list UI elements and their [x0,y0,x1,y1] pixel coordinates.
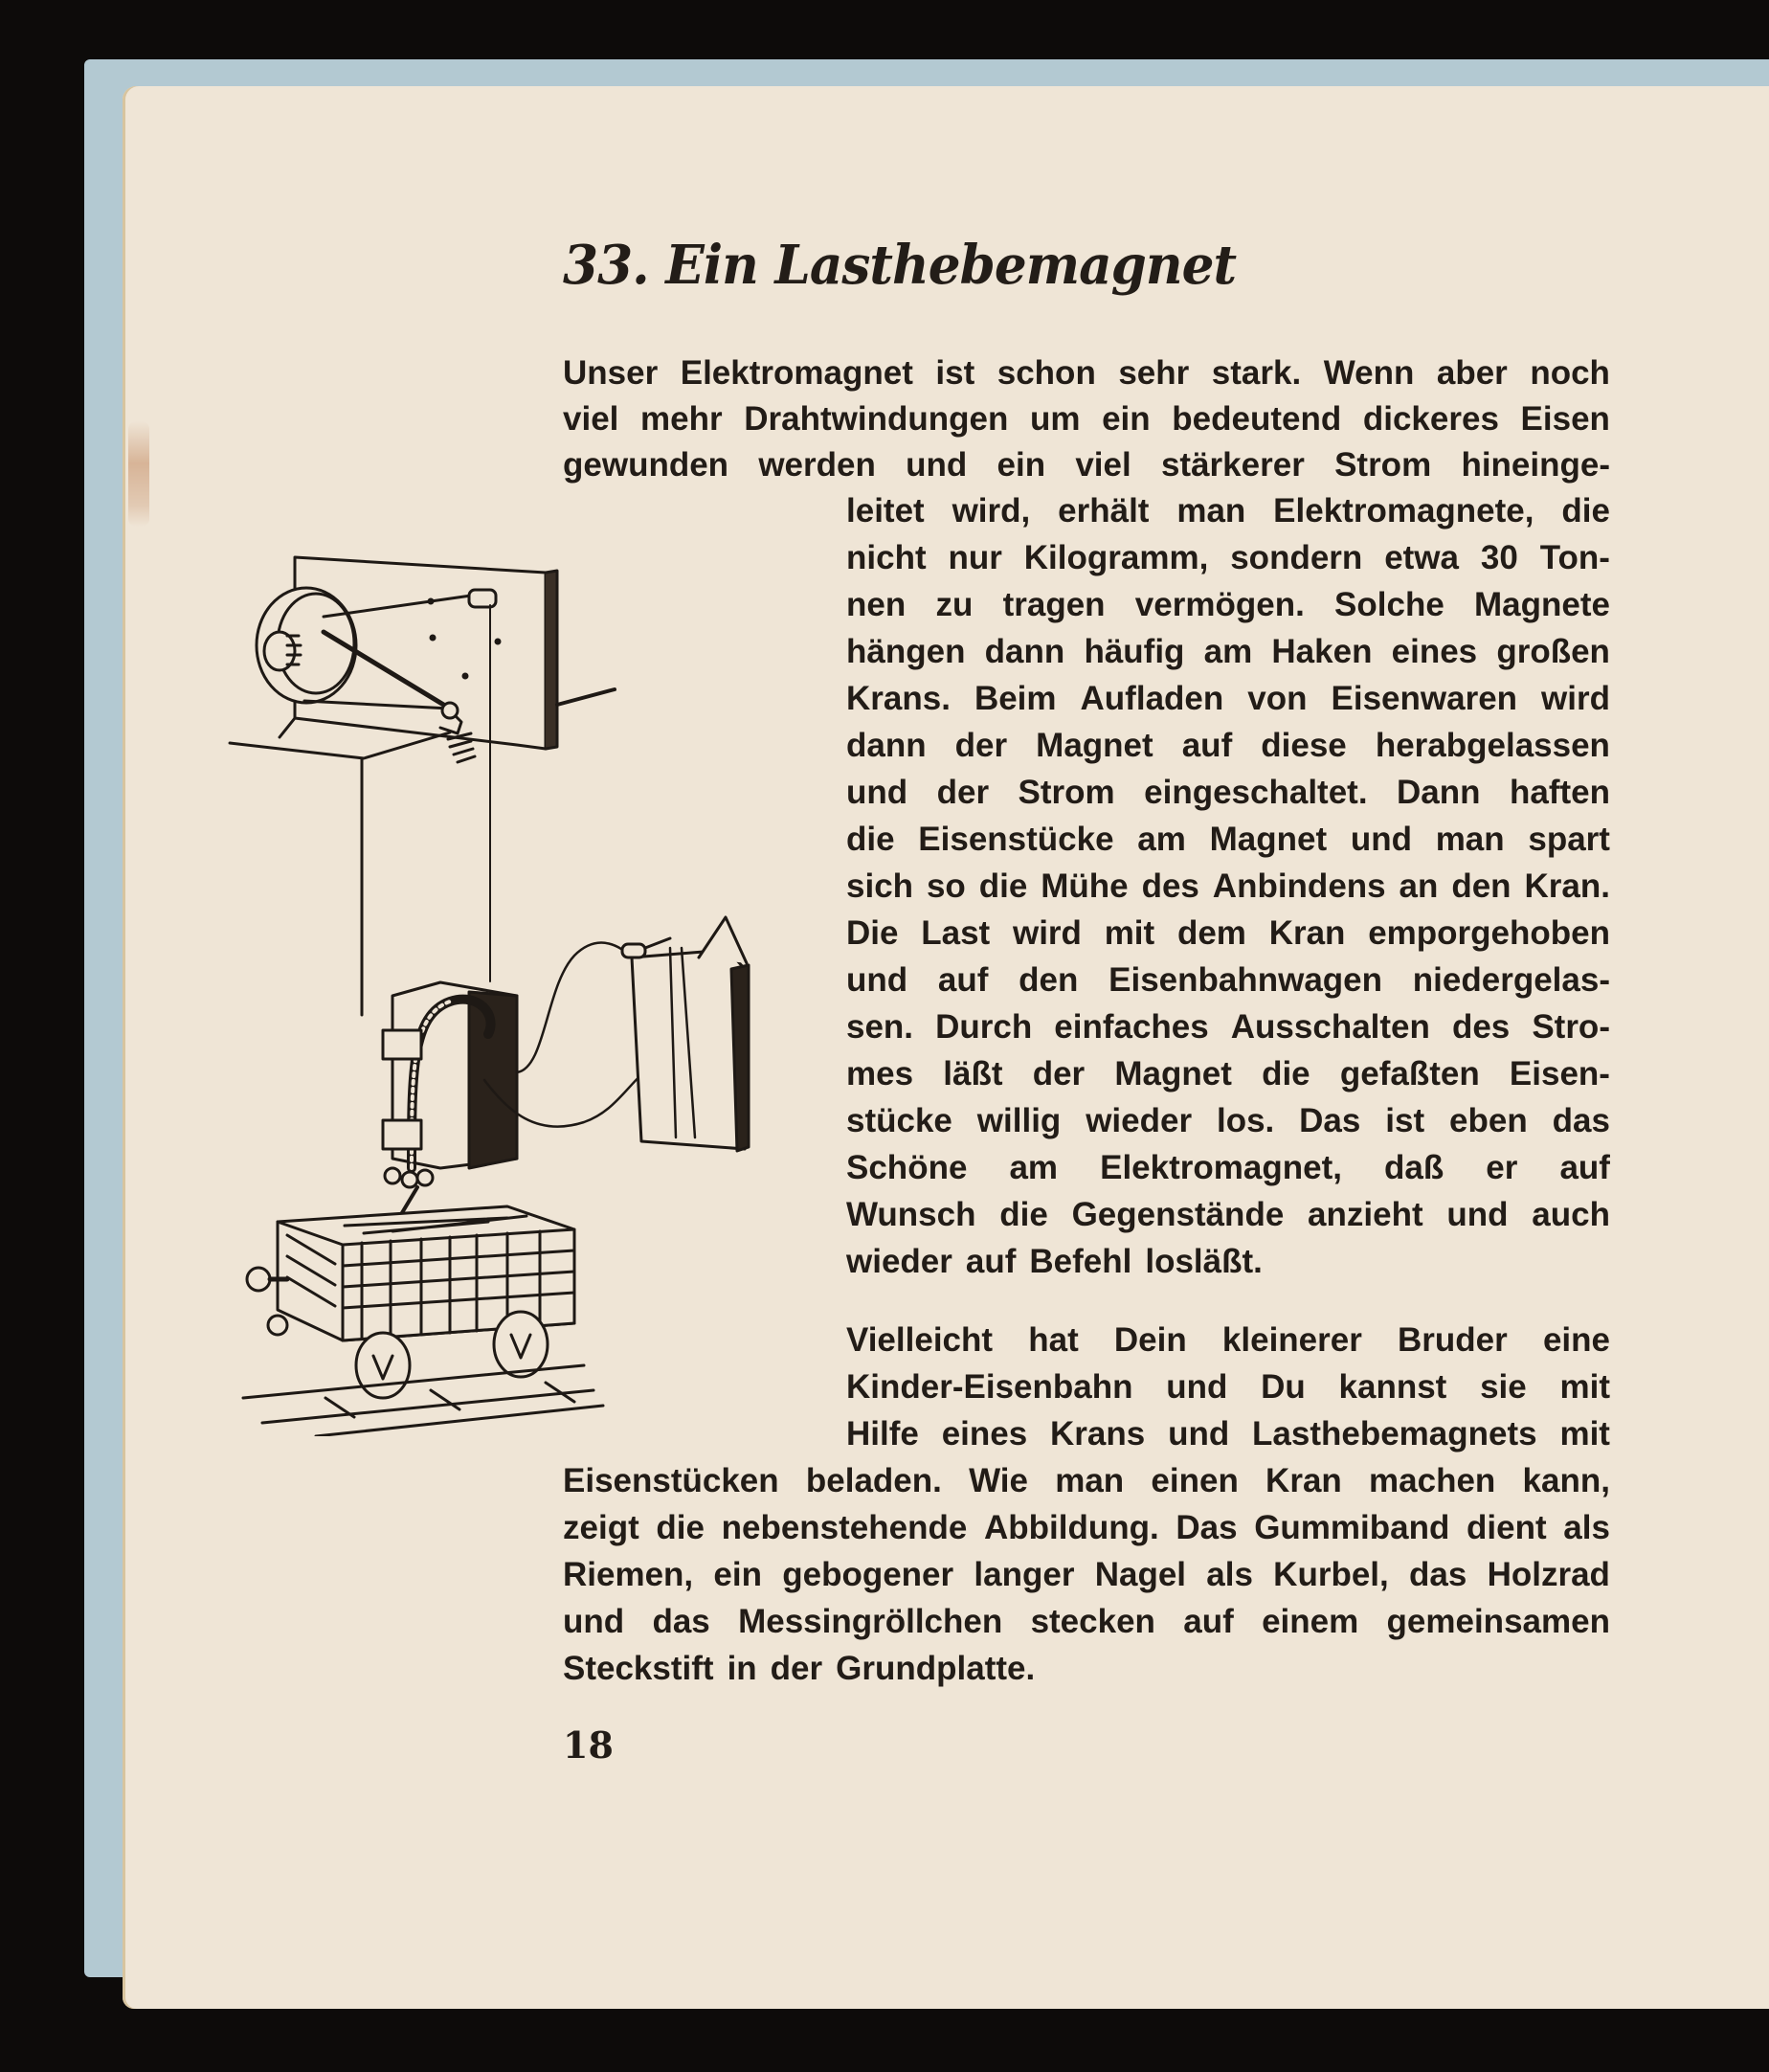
text-line [846,727,1610,771]
text-line [563,446,1610,490]
word: Gegenstände [1071,1196,1285,1233]
word: Durch [935,1008,1033,1046]
text-line [846,1243,1610,1287]
text-line [846,539,1610,583]
rail-wagon [247,1206,574,1398]
word: wieder [846,1243,952,1280]
text-line [846,774,1610,818]
word: gewunden [563,446,729,484]
text-line [846,867,1610,912]
text-line [846,1008,1610,1052]
word: gebogener [782,1556,954,1593]
word: die [656,1509,705,1546]
word: Eisenstücke [918,821,1114,858]
text-line [846,1415,1610,1459]
word: beladen. [805,1462,942,1499]
word: Du [1261,1368,1306,1406]
text-line [846,1196,1610,1240]
word: eingeschaltet. [1144,774,1368,811]
word: diese [1261,727,1347,764]
word: Elektromagnete, [1273,492,1534,529]
text-line [563,1603,1610,1647]
word: Hilfe [846,1415,919,1453]
word: bedeutend [1172,400,1342,438]
word: hat [1028,1321,1079,1359]
word: zeigt [563,1509,639,1546]
word: Riemen, [563,1556,694,1593]
word: Kinder-Eisenbahn [846,1368,1133,1406]
word: emporgehoben [1368,914,1610,952]
word: Solche [1334,586,1444,623]
word: und [1168,1415,1230,1453]
word: willig [976,1102,1062,1139]
word: man [1435,821,1505,858]
text-line [846,1055,1610,1099]
word: stecken [1030,1603,1155,1640]
word: Kran [1268,914,1346,952]
word: Holzrad [1487,1556,1610,1593]
word: und [846,774,908,811]
word: Das [1299,1102,1361,1139]
text-line [563,1509,1610,1553]
word: tragen [1002,586,1106,623]
section-title: 33. Ein Lasthebemagnet [563,234,1237,297]
word: hineinge- [1461,446,1610,484]
word: am [1137,821,1186,858]
word: Eisenwaren [1331,680,1518,717]
wire [517,943,632,1072]
word: läßt [943,1055,1003,1092]
word: großen [1496,633,1610,670]
word: das [1552,1102,1610,1139]
word: eine [1542,1321,1610,1359]
word: wird, [952,492,1031,529]
word: Beim [974,680,1057,717]
word: der [936,774,990,811]
word: los. [1216,1102,1275,1139]
word: die [1262,1055,1310,1092]
word: Magnete [1474,586,1610,623]
word: werden [758,446,876,484]
word: Krans [1050,1415,1146,1453]
word: Abbildung. [983,1509,1159,1546]
word: vermögen. [1134,586,1305,623]
word: auf [1183,1603,1234,1640]
word: Das [1176,1509,1238,1546]
word: stärkerer [1160,446,1305,484]
word: und [563,1603,625,1640]
word: Eisenstücken [563,1462,779,1499]
crane-winch-board [230,557,615,762]
word: und [1350,821,1412,858]
word: die [978,867,1028,905]
word: Vielleicht [846,1321,994,1359]
text-line [563,1650,1610,1694]
word: Wie [969,1462,1028,1499]
word: Schöne [846,1149,968,1186]
word: um [1029,400,1081,438]
word: herabgelassen [1375,727,1610,764]
word: Grundplatte. [836,1650,1036,1687]
word: haften [1510,774,1610,811]
word: einfaches [1054,1008,1209,1046]
word: man [1055,1462,1125,1499]
text-line [563,1556,1610,1600]
word: mehr [640,400,723,438]
word: Kran. [1524,867,1610,905]
word: Magnet [1209,821,1328,858]
word: als [1206,1556,1253,1593]
word: Magnet [1036,727,1153,764]
word: man [1176,492,1246,529]
lifting-electromagnet [383,982,517,1245]
word: hängen [846,633,966,670]
word: langer [974,1556,1075,1593]
text-line [846,961,1610,1005]
word: die [999,1196,1048,1233]
word: von [1247,680,1308,717]
word: dem [1176,914,1246,952]
word: spart [1528,821,1610,858]
word: Mühe [1041,867,1129,905]
word: dient [1467,1509,1547,1546]
word: mit [1559,1415,1610,1453]
word: erhält [1058,492,1150,529]
word: auch [1532,1196,1610,1233]
word: sen. [846,1008,914,1046]
word: sie [1480,1368,1527,1406]
word: die [846,821,895,858]
word: Steckstift [563,1650,714,1687]
word: in [727,1650,757,1687]
text-line [846,586,1610,630]
word: gemeinsamen [1386,1603,1610,1640]
word: Bruder [1398,1321,1508,1359]
word: am [1009,1149,1059,1186]
text-line [563,400,1610,444]
word: stark. [1211,354,1302,392]
word: Strom [1018,774,1115,811]
word: der [954,727,1008,764]
word: mit [1559,1368,1610,1406]
word: Lasthebemagnets [1252,1415,1537,1453]
word: auf [965,1243,1017,1280]
word: niedergelas- [1412,961,1610,999]
word: etwa [1384,539,1459,576]
word: nen [846,586,907,623]
word: stücke [846,1102,952,1139]
text-line [846,633,1610,677]
text-line [846,914,1610,958]
word: nicht [846,539,927,576]
word: Last [921,914,991,952]
word: einen [1151,1462,1239,1499]
word: noch [1530,354,1610,392]
page-number: 18 [563,1723,614,1767]
word: der [1032,1055,1086,1092]
word: ist [1385,1102,1425,1139]
word: Anbindens [1212,867,1386,905]
word: auf [937,961,989,999]
word: ein [713,1556,762,1593]
word: viel [563,400,619,438]
word: Wunsch [846,1196,976,1233]
word: leitet [846,492,925,529]
word: Eisen- [1509,1055,1610,1092]
word: Aufladen [1080,680,1224,717]
word: daß [1384,1149,1444,1186]
word: so [926,867,966,905]
word: des [1141,867,1199,905]
word: auf [1559,1149,1610,1186]
word: Befehl [1029,1243,1132,1280]
crane-magnet-illustration [220,536,833,1436]
word: ist [935,354,975,392]
word: Kurbel, [1273,1556,1389,1593]
word: Dann [1397,774,1481,811]
word: dann [984,633,1065,670]
word: und [1446,1196,1509,1233]
word: den [1451,867,1511,905]
word: nebenstehende [721,1509,968,1546]
word: er [1486,1149,1518,1186]
text-line [846,492,1610,536]
text-line [846,1149,1610,1193]
word: Strom [1334,446,1432,484]
word: mes [846,1055,914,1092]
word: viel [1075,446,1131,484]
word: wird [1012,914,1082,952]
word: wieder [1086,1102,1193,1139]
word: Dein [1113,1321,1187,1359]
word: die [1561,492,1610,529]
word: Drahtwindungen [744,400,1009,438]
word: als [1563,1509,1610,1546]
text-line [846,1368,1610,1412]
word: Gummiband [1254,1509,1450,1546]
text-line [846,680,1610,724]
word: dann [846,727,927,764]
word: häufig [1084,633,1185,670]
word: und [846,961,908,999]
word: eines [941,1415,1028,1453]
word: einem [1262,1603,1359,1640]
word: Haken [1271,633,1373,670]
word: kannst [1338,1368,1447,1406]
word: Die [846,914,899,952]
word: Ausschalten [1230,1008,1430,1046]
word: Kilogramm, [1023,539,1209,576]
word: das [1409,1556,1467,1593]
word: Stro- [1532,1008,1610,1046]
text-line [846,1102,1610,1146]
word: Eisen [1520,400,1610,438]
word: Wenn [1323,354,1415,392]
battery [622,917,749,1151]
word: Messingröllchen [738,1603,1003,1640]
word: zu [935,586,974,623]
word: Unser [563,354,659,392]
word: Ton- [1539,539,1610,576]
word: 30 [1480,539,1518,576]
word: Elektromagnet [680,354,913,392]
word: das [652,1603,710,1640]
word: losläßt. [1145,1243,1263,1280]
word: sehr [1118,354,1190,392]
word: eben [1449,1102,1528,1139]
word: Elektromagnet, [1100,1149,1342,1186]
word: an [1399,867,1439,905]
text-line [563,1462,1610,1506]
word: den [1019,961,1079,999]
word: Nagel [1094,1556,1187,1593]
word: Eisenbahnwagen [1108,961,1383,999]
word: sich [846,867,914,905]
word: Krans. [846,680,951,717]
word: schon [996,354,1096,392]
word: sondern [1230,539,1363,576]
word: und [1166,1368,1228,1406]
paper-stain [128,421,149,527]
word: kleinerer [1221,1321,1362,1359]
word: machen [1369,1462,1496,1499]
word: wird [1541,680,1610,717]
word: dickeres [1362,400,1499,438]
word: des [1451,1008,1511,1046]
word: am [1203,633,1253,670]
rail-track [243,1365,603,1436]
word: mit [1104,914,1155,952]
word: kann, [1522,1462,1610,1499]
word: nur [948,539,1002,576]
word: Kran [1265,1462,1342,1499]
text-line [846,821,1610,865]
word: gefaßten [1339,1055,1480,1092]
word: anzieht [1308,1196,1423,1233]
text-line [563,354,1610,398]
word: auf [1181,727,1233,764]
word: eines [1391,633,1478,670]
word: ein [1102,400,1151,438]
word: ein [996,446,1046,484]
word: Magnet [1114,1055,1232,1092]
text-line [846,1321,1610,1365]
word: der [770,1650,823,1687]
word: aber [1436,354,1508,392]
word: und [906,446,968,484]
